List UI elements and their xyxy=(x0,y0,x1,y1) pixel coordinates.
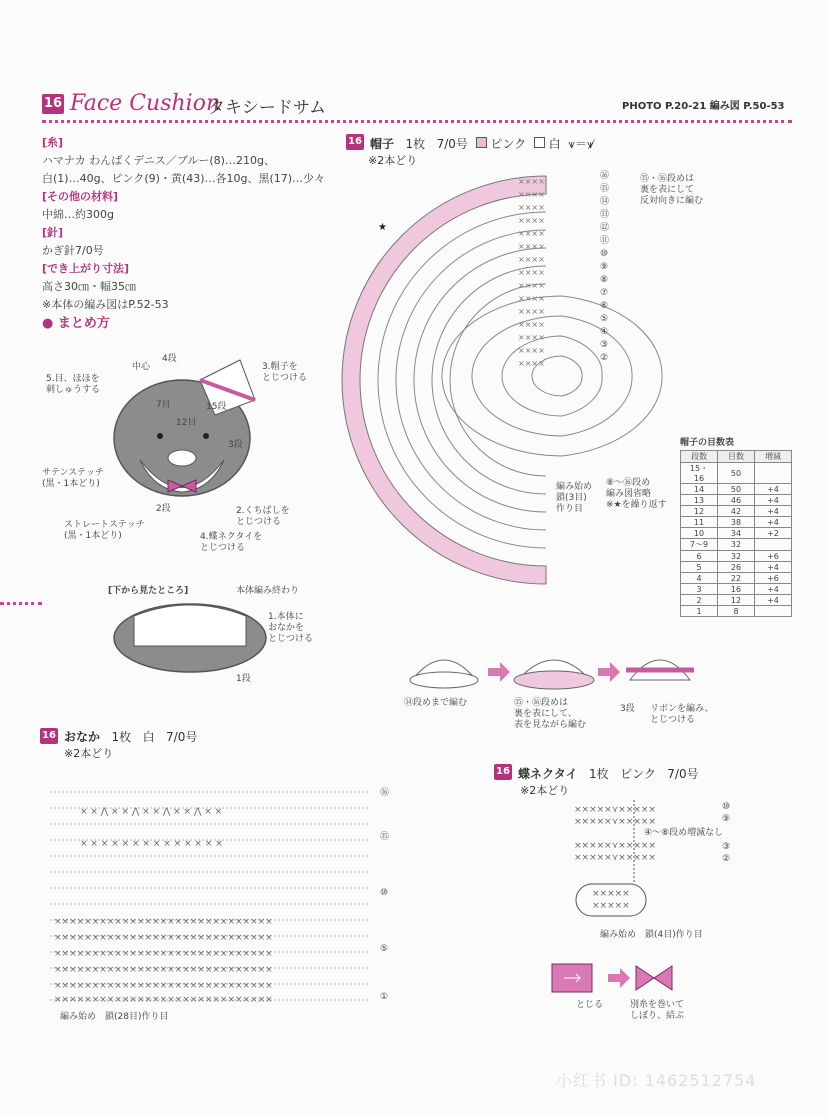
svg-text:× × ⋀ × × ⋀ × × ⋀ × × ⋀ × ×: × × ⋀ × × ⋀ × × ⋀ × × ⋀ × × xyxy=(80,807,223,817)
watermark: 小红书 ID: 1462512754 xyxy=(556,1071,757,1090)
svg-text:××××: ×××× xyxy=(518,268,545,277)
yarn-line-1: ハマナカ わんぱくデニス／ブルー(8)…210g、 xyxy=(42,154,275,167)
tie-row-9: ⑨ xyxy=(722,814,731,824)
bottom-view-illustration xyxy=(112,598,272,678)
belly-badge: 16 xyxy=(40,728,58,744)
tie-needle: 7/0号 xyxy=(667,767,699,781)
tie-steps-illustration xyxy=(550,960,680,1000)
label-1dan: 1段 xyxy=(236,674,251,684)
belly-title-row xyxy=(64,728,197,745)
hat-start: 編み始め 鎖(3目) 作り目 xyxy=(556,482,593,514)
hat-qty: 1枚 xyxy=(405,137,426,151)
hat-row-labels: ⑯ ⑮ ⑭ ⑬ ⑫ ⑪ ⑩ ⑨ ⑧ ⑦ ⑥ ⑤ ④ ③ ② xyxy=(600,171,610,363)
hat-needle: 7/0号 xyxy=(436,137,468,151)
belly-qty: 1枚 xyxy=(111,730,132,744)
belly-title: おなか xyxy=(64,730,101,744)
yarn-line-2: 白(1)…40g、ピンク(9)・黄(43)…各10g、黒(17)…少々 xyxy=(42,172,326,185)
svg-text:××××: ×××× xyxy=(518,359,545,368)
size-line: 高さ30㎝・幅35㎝ xyxy=(42,280,136,293)
tie-qty: 1枚 xyxy=(588,767,609,781)
belly-start: 編み始め 鎖(28目)作り目 xyxy=(60,1012,169,1022)
bottom-view-heading: [下から見たところ] xyxy=(108,586,189,596)
svg-text:××××: ×××× xyxy=(518,203,545,212)
body-chart-note: ※本体の編み図はP.52-53 xyxy=(42,298,169,311)
hat-color1: ピンク xyxy=(490,137,527,151)
tie-note-4-8: ④〜⑧段め増減なし xyxy=(644,828,724,838)
svg-text:××××: ×××× xyxy=(518,294,545,303)
svg-text:×××××⋎×××××: ×××××⋎××××× xyxy=(574,805,657,815)
tie-badge: 16 xyxy=(494,764,512,780)
size-heading: [でき上がり寸法] xyxy=(42,262,130,275)
hat-step1: ⑭段めまで編む xyxy=(404,698,468,708)
belly-needle: 7/0号 xyxy=(166,730,198,744)
svg-text:××××: ×××× xyxy=(518,307,545,316)
hat-note-15-16: ⑮・⑯段めは 裏を表にして 反対向きに編む xyxy=(640,174,704,206)
label-satin: サテンステッチ (黒・1本どり) xyxy=(42,468,105,489)
side-dots xyxy=(0,602,42,605)
assembly-heading: ● まとめ方 xyxy=(42,316,110,331)
hat-title: 帽子 xyxy=(370,137,395,151)
label-body-end: 本体編み終わり xyxy=(236,586,300,596)
hat-step2: ⑮・⑯段めは 裏を表にして、 表を見ながら編む xyxy=(514,698,587,730)
belly-row-16: ⑯ xyxy=(380,788,390,798)
count-table-title: 帽子の目数表 xyxy=(680,438,735,448)
needle-line: かぎ針7/0号 xyxy=(42,244,104,257)
svg-text:×××××⋎×××××: ×××××⋎××××× xyxy=(574,841,657,851)
other-heading: [その他の材料] xyxy=(42,190,119,203)
label-2dan: 2段 xyxy=(156,504,171,514)
label-straight: ストレートステッチ (黒・1本どり) xyxy=(64,520,145,541)
hat-title-row xyxy=(370,135,594,152)
svg-text:××××: ×××× xyxy=(518,255,545,264)
svg-text:××××: ×××× xyxy=(518,320,545,329)
hat-step3: リボンを編み、 とじつける xyxy=(650,704,714,725)
tie-row-2: ② xyxy=(722,854,731,864)
svg-text:××××: ×××× xyxy=(518,281,545,290)
svg-text:×××××××××××××××××××××××××××××: ××××××××××××××××××××××××××××× xyxy=(54,965,273,975)
svg-text:××××: ×××× xyxy=(518,346,545,355)
svg-text:×××××××××××××××××××××××××××××: ××××××××××××××××××××××××××××× xyxy=(54,949,273,959)
belly-row-1: ① xyxy=(380,992,389,1002)
tie-close: とじる xyxy=(576,1000,604,1010)
section-badge: 16 xyxy=(42,94,64,114)
svg-text:×××××⋎×××××: ×××××⋎××××× xyxy=(574,817,657,827)
label-belly: 1.本体に おなかを とじつける xyxy=(268,612,314,644)
svg-text:××××: ×××× xyxy=(518,190,545,199)
label-7me: 7目 xyxy=(156,400,171,410)
hat-strands: ※2本どり xyxy=(368,154,418,167)
label-center: 中心 xyxy=(132,362,151,372)
svg-text:×××××××××××××××××××××××××××××: ××××××××××××××××××××××××××××× xyxy=(54,995,273,1005)
svg-text:×××××××××××××××××××××××××××××: ××××××××××××××××××××××××××××× xyxy=(54,933,273,943)
tie-color: ピンク xyxy=(620,767,656,781)
yarn-heading: [糸] xyxy=(42,136,64,149)
svg-text:×××××××××××××××××××××××××××××: ××××××××××××××××××××××××××××× xyxy=(54,917,273,927)
hat-chart xyxy=(332,166,680,614)
belly-color: 白 xyxy=(142,730,155,744)
label-hat: 3.帽子を とじつける xyxy=(262,362,308,383)
belly-strands: ※2本どり xyxy=(64,747,114,760)
tie-chart xyxy=(570,800,710,930)
svg-text:×××××⋎×××××: ×××××⋎××××× xyxy=(574,853,657,863)
label-eyes: 5.目、ほほを 刺しゅうする xyxy=(46,374,101,395)
svg-text:××××: ×××× xyxy=(518,242,545,251)
tie-start: 編み始め 鎖(4目)作り目 xyxy=(600,930,703,940)
svg-text:××××: ×××× xyxy=(518,216,545,225)
svg-text:×××××××××××××××××××××××××××××: ××××××××××××××××××××××××××××× xyxy=(54,981,273,991)
label-15dan: 15段 xyxy=(206,402,227,412)
svg-text:× × × × × × × × × × × × × ×: × × × × × × × × × × × × × × xyxy=(80,839,223,849)
hat-color2: 白 xyxy=(548,137,561,151)
tie-row-3: ③ xyxy=(722,842,731,852)
other-line: 中綿…約300g xyxy=(42,208,114,221)
hat-step3-rows: 3段 xyxy=(620,704,635,714)
materials-block xyxy=(42,134,372,314)
photo-reference: PHOTO P.20-21 編み図 P.50-53 xyxy=(622,101,785,112)
belly-row-5: ⑤ xyxy=(380,944,389,954)
svg-text:×××××: ××××× xyxy=(592,901,630,911)
header-divider xyxy=(42,120,792,123)
belly-row-10: ⑩ xyxy=(380,888,389,898)
svg-text:××××: ×××× xyxy=(518,177,545,186)
hat-badge: 16 xyxy=(346,134,364,150)
page-subtitle: タキシードサム xyxy=(208,98,326,118)
svg-text:★: ★ xyxy=(378,222,387,233)
tie-title-row xyxy=(518,765,699,782)
svg-text:××××: ×××× xyxy=(518,229,545,238)
label-tie: 4.蝶ネクタイを とじつける xyxy=(200,532,263,553)
svg-text:×××××: ××××× xyxy=(592,889,630,899)
tie-row-10: ⑩ xyxy=(722,802,731,812)
label-4dan: 4段 xyxy=(162,354,177,364)
belly-row-15: ⑮ xyxy=(380,832,390,842)
label-beak: 2.くちばしを とじつける xyxy=(236,506,290,527)
tie-wrap: 別糸を巻いて しぼり、結ぶ xyxy=(630,1000,685,1021)
hat-symbol: ⩛＝⩛̸ xyxy=(568,137,594,151)
tie-strands: ※2本どり xyxy=(520,784,570,797)
label-12me: 12目 xyxy=(176,418,197,428)
svg-text:××××: ×××× xyxy=(518,333,545,342)
label-3dan: 3段 xyxy=(228,440,243,450)
count-table: 段数 目数 増減 15・16 50 14 50 +4 13 46 +4 12 42 +4 11 38 +4 10 34 +2 7〜9 32 6 32 +6 5 26 +4 4 22 +6 3 16 +4 2 12 +4 1 8 xyxy=(680,450,792,617)
tie-title: 蝶ネクタイ xyxy=(518,767,578,781)
page-title: Face Cushion xyxy=(70,91,221,116)
hat-note-8-16: ⑧〜⑯段め 編み図省略 ※★を繰り返す xyxy=(606,478,667,510)
needle-heading: [針] xyxy=(42,226,64,239)
belly-chart xyxy=(40,774,380,1014)
